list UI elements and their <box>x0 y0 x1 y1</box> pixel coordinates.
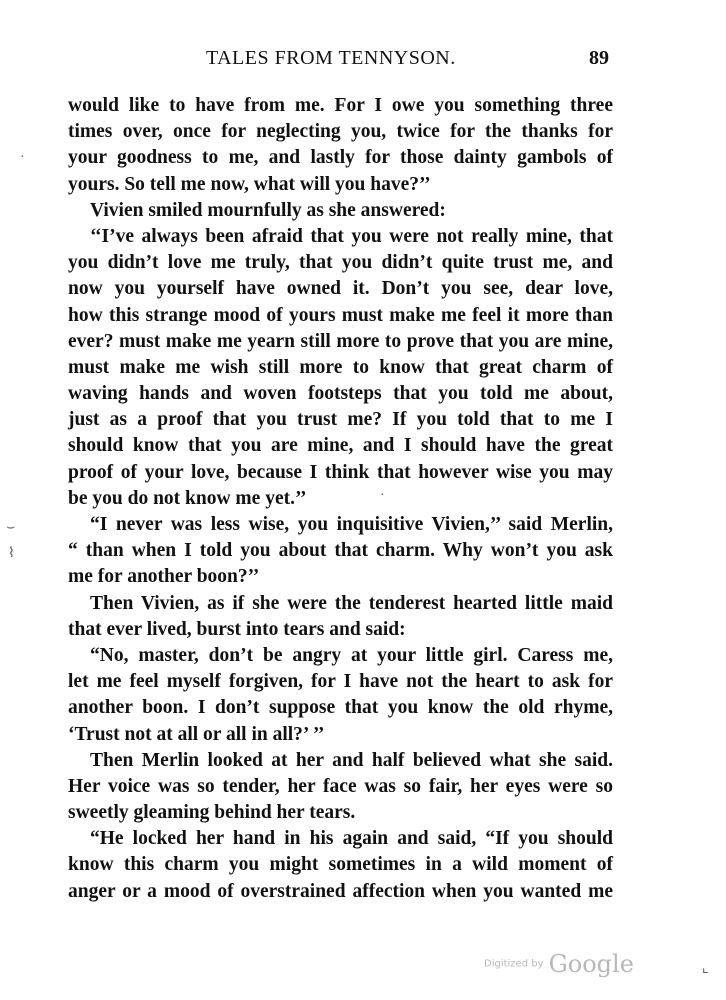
text-line: you didn’t love me truly, that you didn’t quite trust me, and <box>68 252 613 274</box>
text-line: anger or a mood of overstrained affection when you wanted me <box>68 880 613 902</box>
text-line: yours. So tell me now, what will you have?’’ <box>68 173 431 195</box>
text-line: be you do not know me yet.’’ <box>68 487 307 509</box>
scan-mark: ⌣ <box>6 520 16 535</box>
running-title: TALES FROM TENNYSON. <box>206 47 456 69</box>
scan-mark: ⌞ <box>702 961 709 976</box>
text-line: your goodness to me, and lastly for those dainty gambols of <box>68 147 613 169</box>
text-line: “He locked her hand in his again and said, “If you should <box>90 828 613 850</box>
text-line: “No, master, don’t be angry at your little girl. Caress me, <box>90 644 613 666</box>
text-line: waving hands and woven footsteps that you told me about, <box>68 383 613 405</box>
text-line: times over, once for neglecting you, twice for the thanks for <box>68 121 613 143</box>
text-line: would like to have from me. For I owe you something three <box>68 95 613 116</box>
text-line: how this strange mood of yours must make me feel it more than <box>68 304 613 326</box>
text-line: know this charm you might sometimes in a wild moment of <box>68 854 613 876</box>
text-line: just as a proof that you trust me? If you told that to me I <box>68 409 613 431</box>
text-line: sweetly gleaming behind her tears. <box>68 802 356 824</box>
body-text <box>68 93 613 905</box>
text-line: another boon. I don’t suppose that you know the old rhyme, <box>68 697 613 719</box>
text-line: Then Merlin looked at her and half believed what she said. <box>90 749 613 771</box>
text-line: ever? must make me yearn still more to prove that you are mine, <box>68 330 613 352</box>
google-logo: Google <box>548 950 634 978</box>
text-line: proof of your love, because I think that however wise you may <box>68 461 613 483</box>
text-line: that ever lived, burst into tears and said: <box>68 618 406 640</box>
text-line: ‘‘I’ve always been afraid that you were not really mine, that <box>90 225 613 247</box>
text-line: “I never was less wise, you inquisitive Vivien,’’ said Merlin, <box>90 514 613 535</box>
text-line: ‘Trust not at all or all in all?’ ’’ <box>68 723 325 745</box>
text-line: Vivien smiled mournfully as she answered: <box>90 199 446 221</box>
page-number: 89 <box>589 47 609 69</box>
text-line: Her voice was so tender, her face was so fair, her eyes were so <box>68 775 613 797</box>
scan-mark: ⌇ <box>8 546 15 561</box>
text-line: now you yourself have owned it. Don’t you see, dear love, <box>68 278 613 300</box>
watermark-prefix: Digitized by <box>484 958 544 970</box>
text-line: let me feel myself forgiven, for I have not the heart to ask for <box>68 671 613 693</box>
scan-speck: · <box>20 150 25 165</box>
text-line: should know that you are mine, and I should have the great <box>68 435 613 457</box>
text-line: must make me wish still more to know that great charm of <box>68 356 613 378</box>
text-line: Then Vivien, as if she were the tenderest hearted little maid <box>90 592 613 614</box>
text-line: me for another boon?’’ <box>68 566 260 588</box>
scan-speck: · <box>380 488 385 503</box>
text-line: “ than when I told you about that charm. Why won’t you ask <box>68 540 613 562</box>
digitized-by-google-watermark <box>484 950 634 978</box>
page-header <box>68 47 613 75</box>
